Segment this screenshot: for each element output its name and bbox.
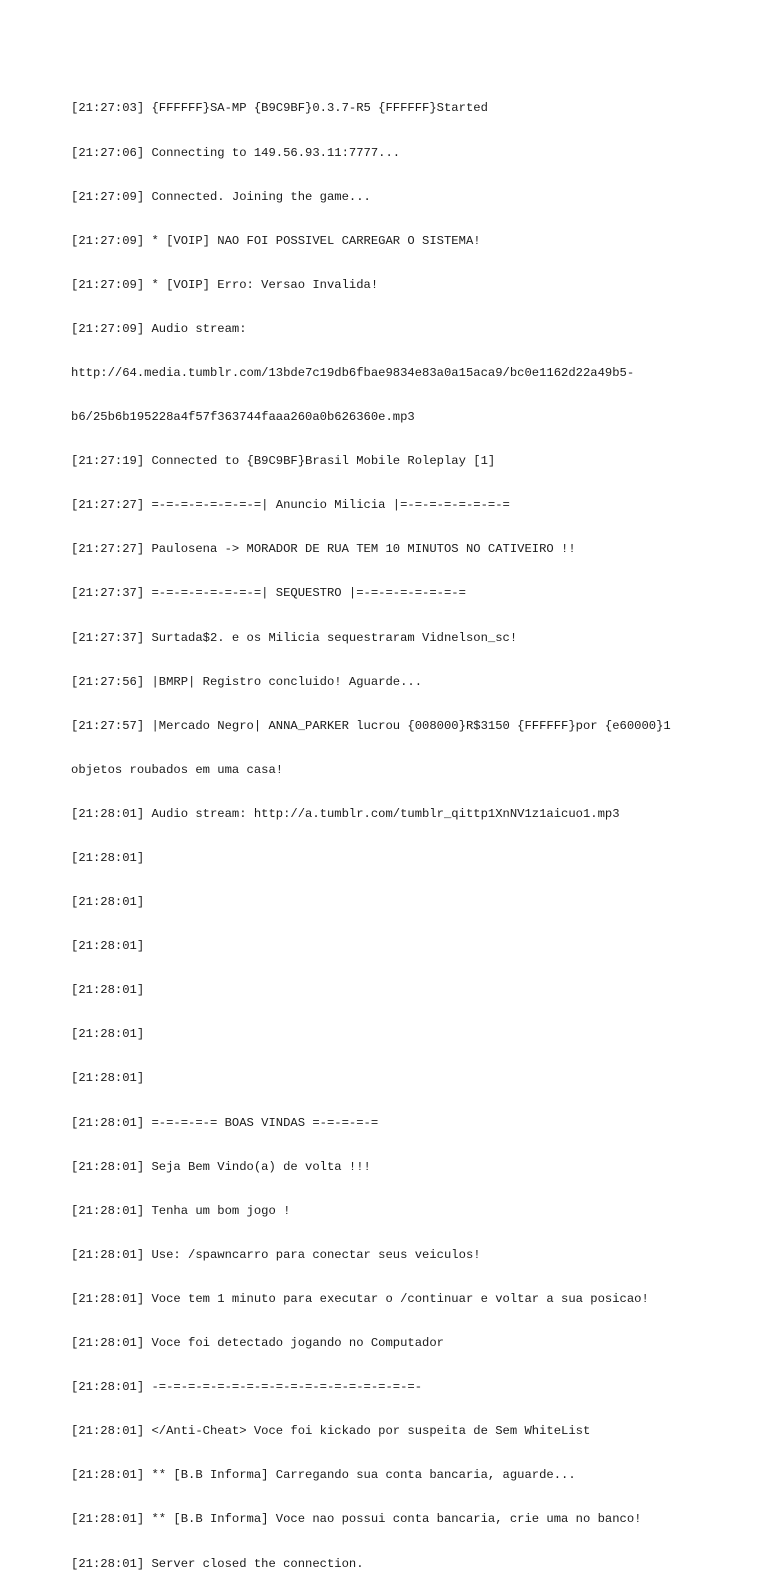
log-line: [21:27:09] * [VOIP] Erro: Versao Invalida! [71,277,379,292]
log-line: [21:28:01] [71,1027,145,1042]
log-line: [21:27:09] Connected. Joining the game... [71,189,371,204]
log-line: [21:27:03] {FFFFFF}SA-MP {B9C9BF}0.3.7-R5 {FFFFFF}Started [71,101,488,116]
log-line: [21:27:56] |BMRP| Registro concluido! Aguarde... [71,674,423,689]
log-line: http://64.media.tumblr.com/13bde7c19db6fbae9834e83a0a15aca9/bc0e1162d22a49b5- [71,365,635,380]
log-line: [21:27:09] * [VOIP] NAO FOI POSSIVEL CARREGAR O SISTEMA! [71,233,481,248]
log-line: [21:28:01] [71,1071,145,1086]
log-line: [21:28:01] </Anti-Cheat> Voce foi kickado por suspeita de Sem WhiteList [71,1424,591,1439]
chat-log [71,72,731,1586]
log-line: [21:28:01] Seja Bem Vindo(a) de volta !!! [71,1159,371,1174]
log-line: [21:28:01] [71,939,145,954]
log-line: [21:28:01] ** [B.B Informa] Carregando sua conta bancaria, aguarde... [71,1468,576,1483]
log-line: [21:28:01] ** [B.B Informa] Voce nao possui conta bancaria, crie uma no banco! [71,1512,642,1527]
log-line: [21:28:01] Audio stream: http://a.tumblr.com/tumblr_qittp1XnNV1z1aicuo1.mp3 [71,806,620,821]
log-line: objetos roubados em uma casa! [71,762,284,777]
log-line: [21:27:09] Audio stream: [71,321,247,336]
log-line: [21:27:37] Surtada$2. e os Milicia sequestraram Vidnelson_sc! [71,630,518,645]
log-line: [21:27:27] =-=-=-=-=-=-=-=| Anuncio Milicia |=-=-=-=-=-=-=-= [71,498,510,513]
log-line: [21:28:01] [71,983,145,998]
log-line: [21:27:19] Connected to {B9C9BF}Brasil Mobile Roleplay [1] [71,454,496,469]
log-line: [21:28:01] =-=-=-=-= BOAS VINDAS =-=-=-=-= [71,1115,379,1130]
log-line: [21:27:27] Paulosena -> MORADOR DE RUA TEM 10 MINUTOS NO CATIVEIRO !! [71,542,576,557]
log-line: [21:27:57] |Mercado Negro| ANNA_PARKER lucrou {008000}R$3150 {FFFFFF}por {e60000}1 [71,718,671,733]
log-line: [21:28:01] -=-=-=-=-=-=-=-=-=-=-=-=-=-=-=-=-=-=- [71,1380,423,1395]
log-line: [21:28:01] [71,895,145,910]
log-line: [21:27:37] =-=-=-=-=-=-=-=| SEQUESTRO |=-=-=-=-=-=-=-= [71,586,466,601]
log-line: [21:28:01] Use: /spawncarro para conectar seus veiculos! [71,1247,481,1262]
log-line: [21:28:01] Voce foi detectado jogando no Computador [71,1336,444,1351]
log-line: [21:27:06] Connecting to 149.56.93.11:7777... [71,145,401,160]
log-line: [21:28:01] Tenha um bom jogo ! [71,1203,291,1218]
log-line: b6/25b6b195228a4f57f363744faaa260a0b626360e.mp3 [71,410,415,425]
log-line: [21:28:01] Voce tem 1 minuto para executar o /continuar e voltar a sua posicao! [71,1291,649,1306]
log-line: [21:28:01] Server closed the connection. [71,1556,364,1571]
log-line: [21:28:01] [71,851,145,865]
